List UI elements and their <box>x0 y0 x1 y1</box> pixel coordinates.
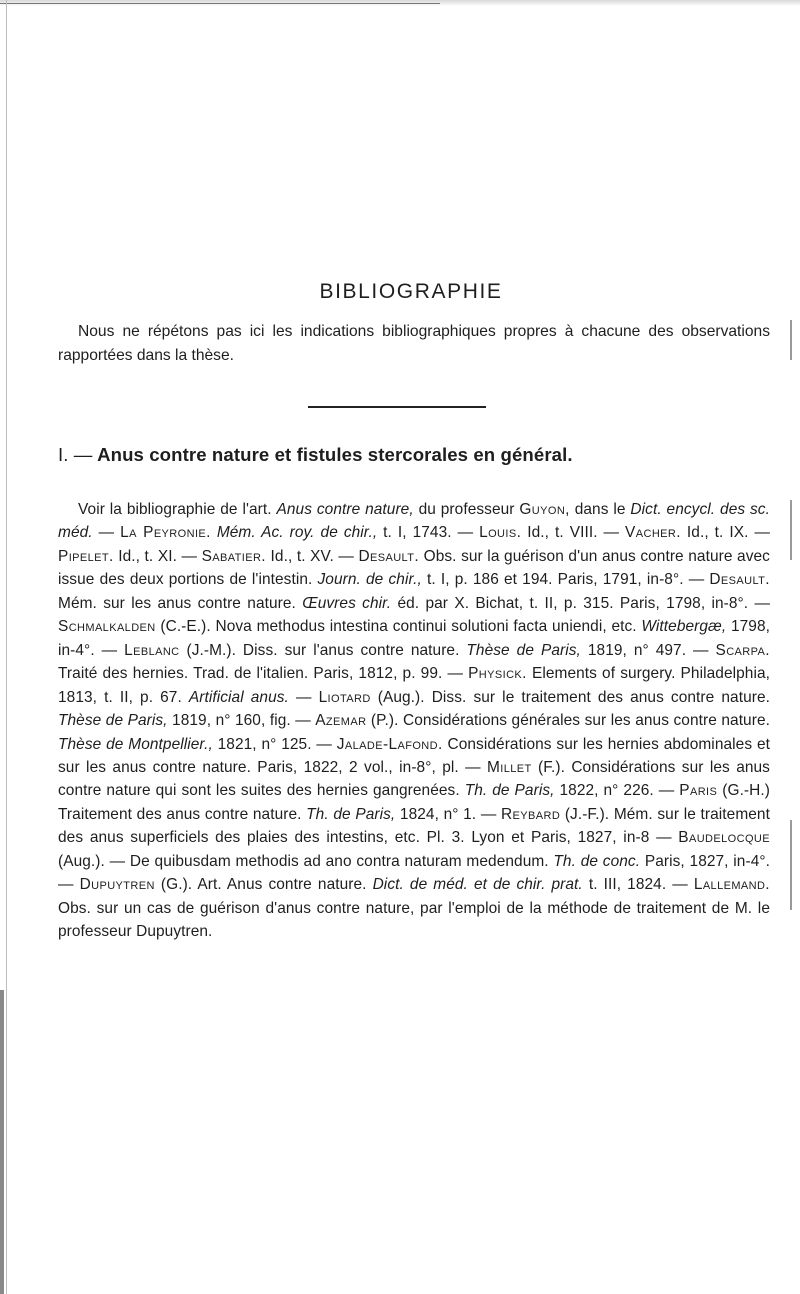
scan-top-line <box>0 3 440 4</box>
citation-text: (G.-H.) Traitement des anus contre nature. <box>58 782 770 823</box>
scan-right-speck <box>790 820 792 910</box>
publication-title: Dict. encycl. des sc. méd. <box>58 501 770 542</box>
publication-title: Anus contre nature, <box>276 501 414 518</box>
section-title-text: Anus contre nature et fistules stercorales en général. <box>97 444 573 465</box>
author-name: Reybard <box>500 805 561 823</box>
citation-text: t. I, 1743. — <box>377 524 480 542</box>
citation-text: Id., t. VIII. — <box>521 524 626 542</box>
citation-text: (J.-M.). Diss. sur l'anus contre nature. <box>179 641 467 659</box>
scan-left-margin-line <box>6 0 7 1294</box>
page-heading: BIBLIOGRAPHIE <box>319 280 503 303</box>
author-name: Guyon, <box>519 501 570 518</box>
author-name: Physick. <box>468 665 527 683</box>
citation-text: Obs. sur la guérison d'un anus contre nature avec issue des deux portions de l'intestin. <box>58 547 770 589</box>
citation-text: — <box>288 688 319 706</box>
author-name: Jalade-Lafond. <box>336 735 443 753</box>
citation-text: 1819, n° 497. — <box>580 641 716 659</box>
document-page <box>58 280 770 944</box>
publication-title: Thèse de Paris, <box>58 712 168 730</box>
citation-text: t. III, 1824. — <box>582 876 694 894</box>
citation-text: Traité des hernies. Trad. de l'italien. Paris, 1812, p. 99. — <box>58 665 469 683</box>
citation-text: éd. par X. Bichat, t. II, p. 315. Paris, 1798, in-8°. — <box>391 594 770 612</box>
intro-paragraph: Nous ne répétons pas ici les indications bibliographiques propres à chacune des observations rapportées dans la thèse. <box>58 323 770 364</box>
bibliography-paragraph <box>58 498 770 944</box>
publication-title: Dict. de méd. et de chir. prat. <box>372 876 583 894</box>
scan-right-speck <box>790 500 792 560</box>
author-name: Paris <box>679 782 718 800</box>
author-name: Liotard <box>318 688 371 706</box>
author-name: Scarpa. <box>715 641 770 659</box>
publication-title: Thèse de Paris, <box>466 641 581 659</box>
citation-text: Id., t. XV. — <box>266 547 359 565</box>
publication-title: Th. de conc. <box>553 852 641 870</box>
citation-text: dans le <box>569 501 631 518</box>
citation-text: t. I, p. 186 et 194. Paris, 1791, in-8°. — <box>421 571 710 589</box>
publication-title: Œuvres chir. <box>302 594 392 612</box>
publication-title: Journ. de chir., <box>317 571 422 589</box>
scan-left-edge-shadow <box>0 990 4 1294</box>
citation-text: 1822, n° 226. — <box>554 782 680 800</box>
citation-text: Elements of surgery. Philadelphia, 1813, t. II, p. 67. <box>58 665 770 706</box>
author-name: Millet <box>487 758 532 776</box>
citation-text: Considérations sur les hernies abdominales et sur les anus contre nature. Paris, 1822, 2 vol., in-8°, pl. — <box>58 735 770 776</box>
author-name: Pipelet. <box>58 547 114 565</box>
author-name: Vacher. <box>625 524 681 542</box>
author-name: Desault. <box>709 571 770 589</box>
publication-title: Mém. Ac. roy. de chir., <box>216 524 378 542</box>
citation-text: — <box>92 524 121 542</box>
citation-text: Id., t. XI. — <box>113 547 202 565</box>
citation-text: (P.). Considérations générales sur les anus contre nature. <box>366 712 770 730</box>
publication-title: Thèse de Montpellier., <box>58 735 213 753</box>
author-name: Azemar <box>315 712 367 730</box>
publication-title: Th. de Paris, <box>306 805 396 823</box>
section-title <box>58 444 770 466</box>
scan-right-speck <box>790 320 792 360</box>
author-name: Leblanc <box>124 641 180 659</box>
author-name: Dupuytren <box>79 876 155 894</box>
citation-text: Mém. sur les anus contre nature. <box>58 594 303 612</box>
citation-text: Voir la bibliographie de l'art. <box>78 501 277 518</box>
citation-text: Id., t. IX. — <box>680 524 770 542</box>
citation-text: (G.). Art. Anus contre nature. <box>154 876 373 894</box>
citation-text: 1824, n° 1. — <box>395 805 501 823</box>
citation-text: (F.). Considérations sur les anus contre nature qui sont les suites des hernies gangrenées. <box>58 758 770 800</box>
section-number: I. — <box>58 444 93 465</box>
citation-text: (J.-F.). Mém. sur le traitement des anus superficiels des plaies des intestins, etc. Pl. 3. Lyon et Paris, 1827, in-8 — <box>58 805 770 847</box>
citation-text: 1798, in-4°. — <box>58 618 770 659</box>
citation-text: (C.-E.). Nova methodus intestina continui solutioni facta uniendi, etc. <box>155 618 642 636</box>
citation-text: 1821, n° 125. — <box>212 735 337 753</box>
citation-text: 1819, n° 160, fig. — <box>167 712 316 730</box>
author-name: La Peyronie. <box>120 524 211 542</box>
citation-text: Obs. sur un cas de guérison d'anus contre nature, par l'emploi de la méthode de traitement de M. le professeur Dupuytren. <box>58 899 770 941</box>
author-name: Schmalkalden <box>58 618 156 636</box>
section-divider <box>308 406 486 408</box>
author-name: Louis. <box>479 524 522 542</box>
publication-title: Wittebergæ, <box>641 618 727 636</box>
author-name: Sabatier. <box>201 547 266 565</box>
citation-text: (Aug.). Diss. sur le traitement des anus contre nature. <box>370 688 770 706</box>
citation-text: (Aug.). — De quibusdam methodis ad ano contra naturam medendum. <box>58 852 554 870</box>
author-name: Baudelocque <box>678 829 770 847</box>
citation-text: du professeur <box>413 501 520 518</box>
citation-text: Paris, 1827, in-4°. — <box>58 852 770 894</box>
author-name: Desault. <box>358 547 420 565</box>
publication-title: Artificial anus. <box>188 688 289 706</box>
author-name: Lallemand. <box>693 876 770 894</box>
publication-title: Th. de Paris, <box>464 782 555 800</box>
